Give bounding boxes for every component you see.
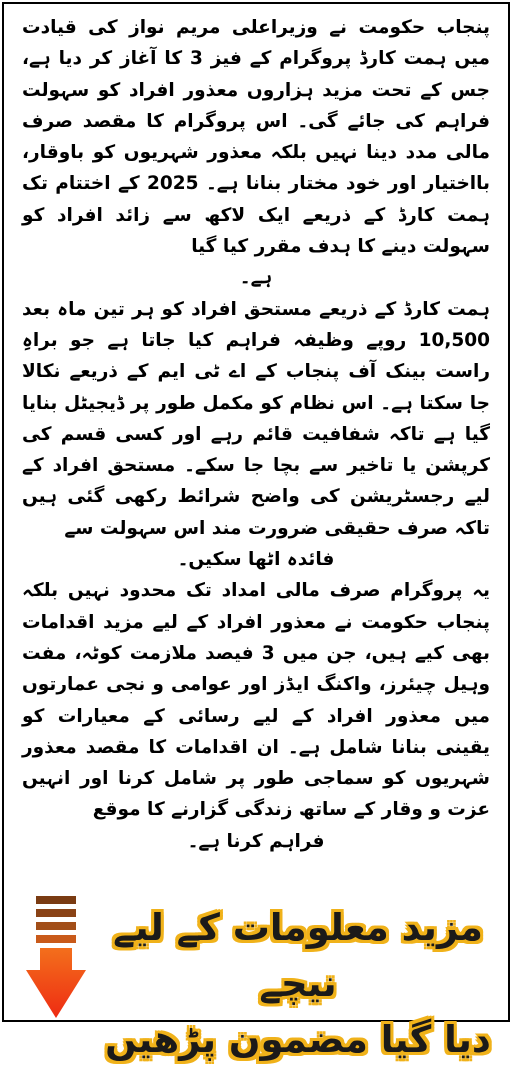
arrow-stripe-4 xyxy=(36,935,76,943)
down-arrow-icon xyxy=(26,896,86,1018)
article-paragraph-1: پنجاب حکومت نے وزیراعلی مریم نواز کی قیادت میں ہمت کارڈ پروگرام کے فیز 3 کا آغاز کر دیا ہے، جس کے تحت مزید ہزاروں معذور افراد کو سہولت فراہم کی جائے گی۔ اس پروگرام کا مقصد صرف مالی مدد دینا نہیں بلکہ معذور شہریوں کو باوقار، بااختیار اور خود مختار بنانا ہے۔ 2025 کے اختتام تک ہمت کارڈ کے ذریعے ایک لاکھ سے زائد افراد کو سہولت دینے کا ہدف مقرر کیا گیا xyxy=(22,17,491,258)
banner-line-1: مزید معلومات کے لیے نیچے xyxy=(113,906,483,1005)
banner-line-2: دیا گیا مضمون پڑھیں xyxy=(105,1018,491,1061)
arrow-stripe-1 xyxy=(36,896,76,904)
read-more-footer xyxy=(4,890,508,1061)
article-body xyxy=(22,12,490,892)
article-frame xyxy=(2,2,510,1061)
arrow-head xyxy=(26,948,86,1018)
read-more-banner xyxy=(96,900,500,1061)
arrow-stripe-3 xyxy=(36,922,76,930)
arrow-stripe-2 xyxy=(36,909,76,917)
article-paragraph-3: یہ پروگرام صرف مالی امداد تک محدود نہیں بلکہ پنجاب حکومت نے معذور افراد کے لیے مزید اقدامات بھی کیے ہیں، جن میں 3 فیصد ملازمت کوٹہ، مفت وہیل چیئرز، واکنگ ایڈز اور عوامی و نجی عمارتوں میں معذور افراد کے لیے رسائی کے معیارات کو یقینی بنانا شامل ہے۔ ان اقدامات کا مقصد معذور شہریوں کو سماجی طور پر شامل کرنا اور انہیں عزت و وقار کے ساتھ زندگی گزارنے کا موقع xyxy=(22,580,490,821)
article-paragraph-1-ending: ہے۔ xyxy=(239,267,273,289)
article-paragraph-3-ending: فراہم کرنا ہے۔ xyxy=(187,830,325,852)
article-paragraph-2: ہمت کارڈ کے ذریعے مستحق افراد کو ہر تین ماہ بعد 10,500 روپے وظیفہ فراہم کیا جاتا ہے جو براہِ راست بینک آف پنجاب کے اے ٹی ایم کے ذریعے نکالا جا سکتا ہے۔ اس نظام کو مکمل طور پر ڈیجیٹل بنایا گیا ہے تاکہ شفافیت قائم رہے اور کسی قسم کی کرپشن یا تاخیر سے بچا جا سکے۔ مستحق افراد کے لیے رجسٹریشن کی واضح شرائط رکھی گئی ہیں تاکہ صرف حقیقی ضرورت مند اس سہولت سے xyxy=(22,298,490,539)
article-paragraph-2-ending: فائدہ اٹھا سکیں۔ xyxy=(177,549,335,571)
